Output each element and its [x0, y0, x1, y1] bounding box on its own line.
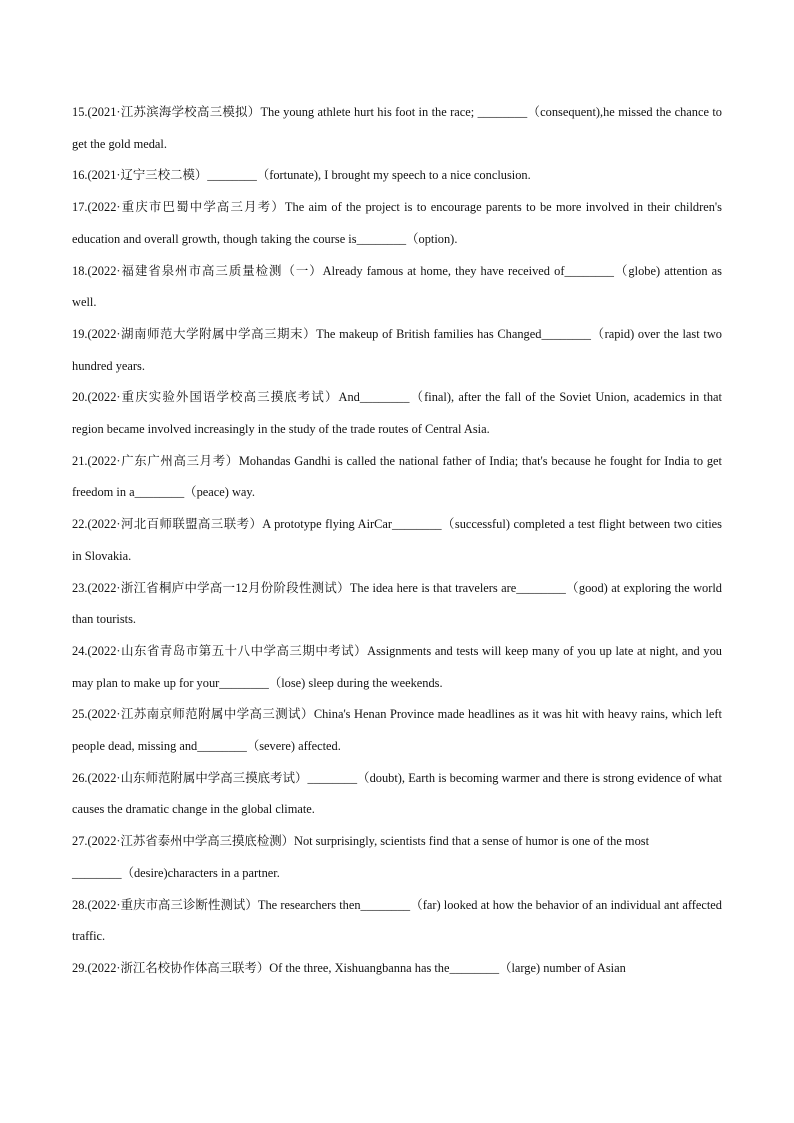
question-17: 17.(2022·重庆市巴蜀中学高三月考）The aim of the project is to encourage parents to be more involved in their children's education and overall growth, though taking the course is________（option).: [72, 200, 722, 246]
question-15: 15.(2021·江苏滨海学校高三模拟）The young athlete hurt his foot in the race; ________（consequent),he missed the chance to get the gold medal.: [72, 105, 722, 151]
question-20: 20.(2022·重庆实验外国语学校高三摸底考试）And________（final), after the fall of the Soviet Union, academics in that region became involved increasingly in the study of the trade routes of Central Asia.: [72, 390, 722, 437]
question-16: 16.(2021·辽宁三校二模）________（fortunate), I brought my speech to a nice conclusion.: [72, 168, 531, 183]
question-19: 19.(2022·湖南师范大学附属中学高三期末）The makeup of British families has Changed________（rapid) over the last two hundred years.: [72, 326, 722, 373]
question-27-continued: ________（desire)characters in a partner.: [72, 865, 280, 880]
question-18: 18.(2022·福建省泉州市高三质量检测（一）Already famous at home, they have received of________（globe) attention as well.: [72, 263, 722, 310]
question-26: 26.(2022·山东师范附属中学高三摸底考试）________（doubt), Earth is becoming warmer and there is strong evidence of what causes the dramatic change in the global climate.: [72, 770, 722, 817]
question-29: 29.(2022·浙江名校协作体高三联考）Of the three, Xishuangbanna has the________（large) number of Asian: [72, 960, 626, 975]
question-22: 22.(2022·河北百师联盟高三联考）A prototype flying AirCar________（successful) completed a test flight between two cities in Slovakia.: [72, 517, 722, 563]
question-23: 23.(2022·浙江省桐庐中学高一12月份阶段性测试）The idea here is that travelers are________（good) at exploring the world than tourists.: [72, 580, 722, 627]
question-25: 25.(2022·江苏南京师范附属中学高三测试）China's Henan Province made headlines as it was hit with heavy rains, which left people dead, missing and________（severe) affected.: [72, 707, 722, 754]
question-28: 28.(2022·重庆市高三诊断性测试）The researchers then________（far) looked at how the behavior of an individual ant affected traffic.: [72, 897, 722, 944]
question-24: 24.(2022·山东省青岛市第五十八中学高三期中考试）Assignments and tests will keep many of you up late at night, and you may plan to make up for your________（lose) sleep during the weekends.: [72, 643, 722, 690]
question-list: [72, 97, 722, 985]
question-21: 21.(2022·广东广州高三月考）Mohandas Gandhi is called the national father of India; that's because he fought for India to get freedom in a________（peace) way.: [72, 453, 722, 500]
question-27: 27.(2022·江苏省泰州中学高三摸底检测）Not surprisingly, scientists find that a sense of humor is one of the most: [72, 834, 650, 849]
